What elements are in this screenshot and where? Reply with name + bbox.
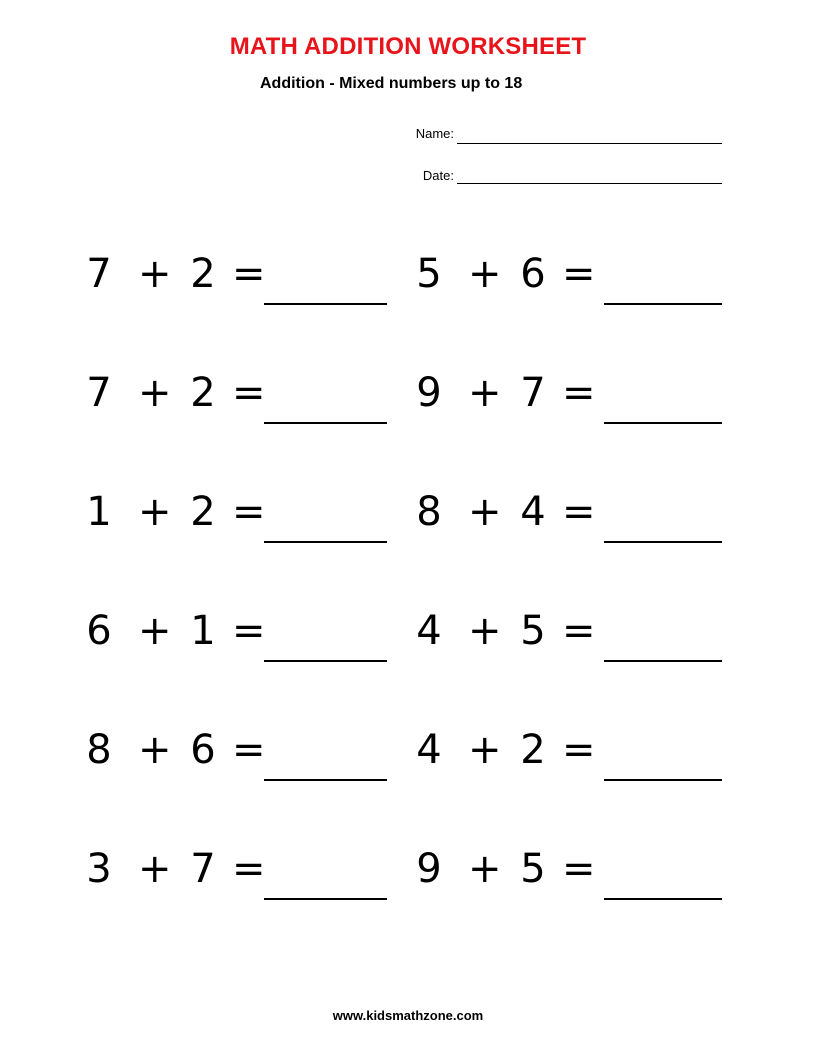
first-addend: 9 [416, 846, 442, 892]
first-addend: 4 [416, 608, 442, 654]
answer-blank[interactable] [264, 541, 387, 543]
problem-item [414, 720, 734, 780]
equals-sign: = [232, 727, 266, 773]
second-addend: 2 [190, 489, 216, 535]
problem-item [84, 244, 404, 304]
answer-blank[interactable] [264, 303, 387, 305]
equals-sign: = [562, 489, 596, 535]
second-addend: 5 [520, 608, 546, 654]
first-addend: 8 [86, 727, 112, 773]
second-addend: 7 [520, 370, 546, 416]
plus-sign: + [468, 489, 502, 535]
second-addend: 6 [190, 727, 216, 773]
plus-sign: + [468, 251, 502, 297]
answer-blank[interactable] [604, 541, 722, 543]
first-addend: 4 [416, 727, 442, 773]
answer-blank[interactable] [604, 779, 722, 781]
second-addend: 6 [520, 251, 546, 297]
plus-sign: + [138, 251, 172, 297]
second-addend: 5 [520, 846, 546, 892]
problem-item [84, 482, 404, 542]
plus-sign: + [468, 846, 502, 892]
plus-sign: + [138, 489, 172, 535]
equals-sign: = [232, 370, 266, 416]
date-field[interactable] [457, 183, 722, 184]
problem-item [84, 720, 404, 780]
problem-item [84, 839, 404, 899]
plus-sign: + [138, 608, 172, 654]
equals-sign: = [232, 489, 266, 535]
first-addend: 1 [86, 489, 112, 535]
equals-sign: = [232, 251, 266, 297]
answer-blank[interactable] [604, 303, 722, 305]
answer-blank[interactable] [264, 422, 387, 424]
answer-blank[interactable] [264, 898, 387, 900]
first-addend: 7 [86, 251, 112, 297]
second-addend: 2 [520, 727, 546, 773]
answer-blank[interactable] [264, 660, 387, 662]
plus-sign: + [468, 727, 502, 773]
equals-sign: = [562, 251, 596, 297]
answer-blank[interactable] [264, 779, 387, 781]
problem-item [414, 363, 734, 423]
answer-blank[interactable] [604, 422, 722, 424]
first-addend: 9 [416, 370, 442, 416]
plus-sign: + [138, 846, 172, 892]
second-addend: 7 [190, 846, 216, 892]
worksheet-title: MATH ADDITION WORKSHEET [229, 33, 587, 60]
problem-item [84, 601, 404, 661]
answer-blank[interactable] [604, 898, 722, 900]
footer-url: www.kidsmathzone.com [332, 1008, 484, 1023]
problem-item [414, 601, 734, 661]
equals-sign: = [562, 846, 596, 892]
first-addend: 6 [86, 608, 112, 654]
equals-sign: = [232, 846, 266, 892]
equals-sign: = [562, 727, 596, 773]
equals-sign: = [562, 370, 596, 416]
plus-sign: + [138, 370, 172, 416]
worksheet-subtitle: Addition - Mixed numbers up to 18 [260, 75, 523, 92]
second-addend: 2 [190, 370, 216, 416]
problem-item [414, 482, 734, 542]
answer-blank[interactable] [604, 660, 722, 662]
plus-sign: + [138, 727, 172, 773]
first-addend: 7 [86, 370, 112, 416]
second-addend: 2 [190, 251, 216, 297]
name-label: Name: [415, 126, 454, 141]
second-addend: 4 [520, 489, 546, 535]
plus-sign: + [468, 370, 502, 416]
equals-sign: = [232, 608, 266, 654]
plus-sign: + [468, 608, 502, 654]
problem-item [414, 839, 734, 899]
equals-sign: = [562, 608, 596, 654]
problem-item [414, 244, 734, 304]
first-addend: 5 [416, 251, 442, 297]
problem-item [84, 363, 404, 423]
first-addend: 8 [416, 489, 442, 535]
second-addend: 1 [190, 608, 216, 654]
name-field[interactable] [457, 143, 722, 144]
date-label: Date: [422, 168, 454, 183]
first-addend: 3 [86, 846, 112, 892]
